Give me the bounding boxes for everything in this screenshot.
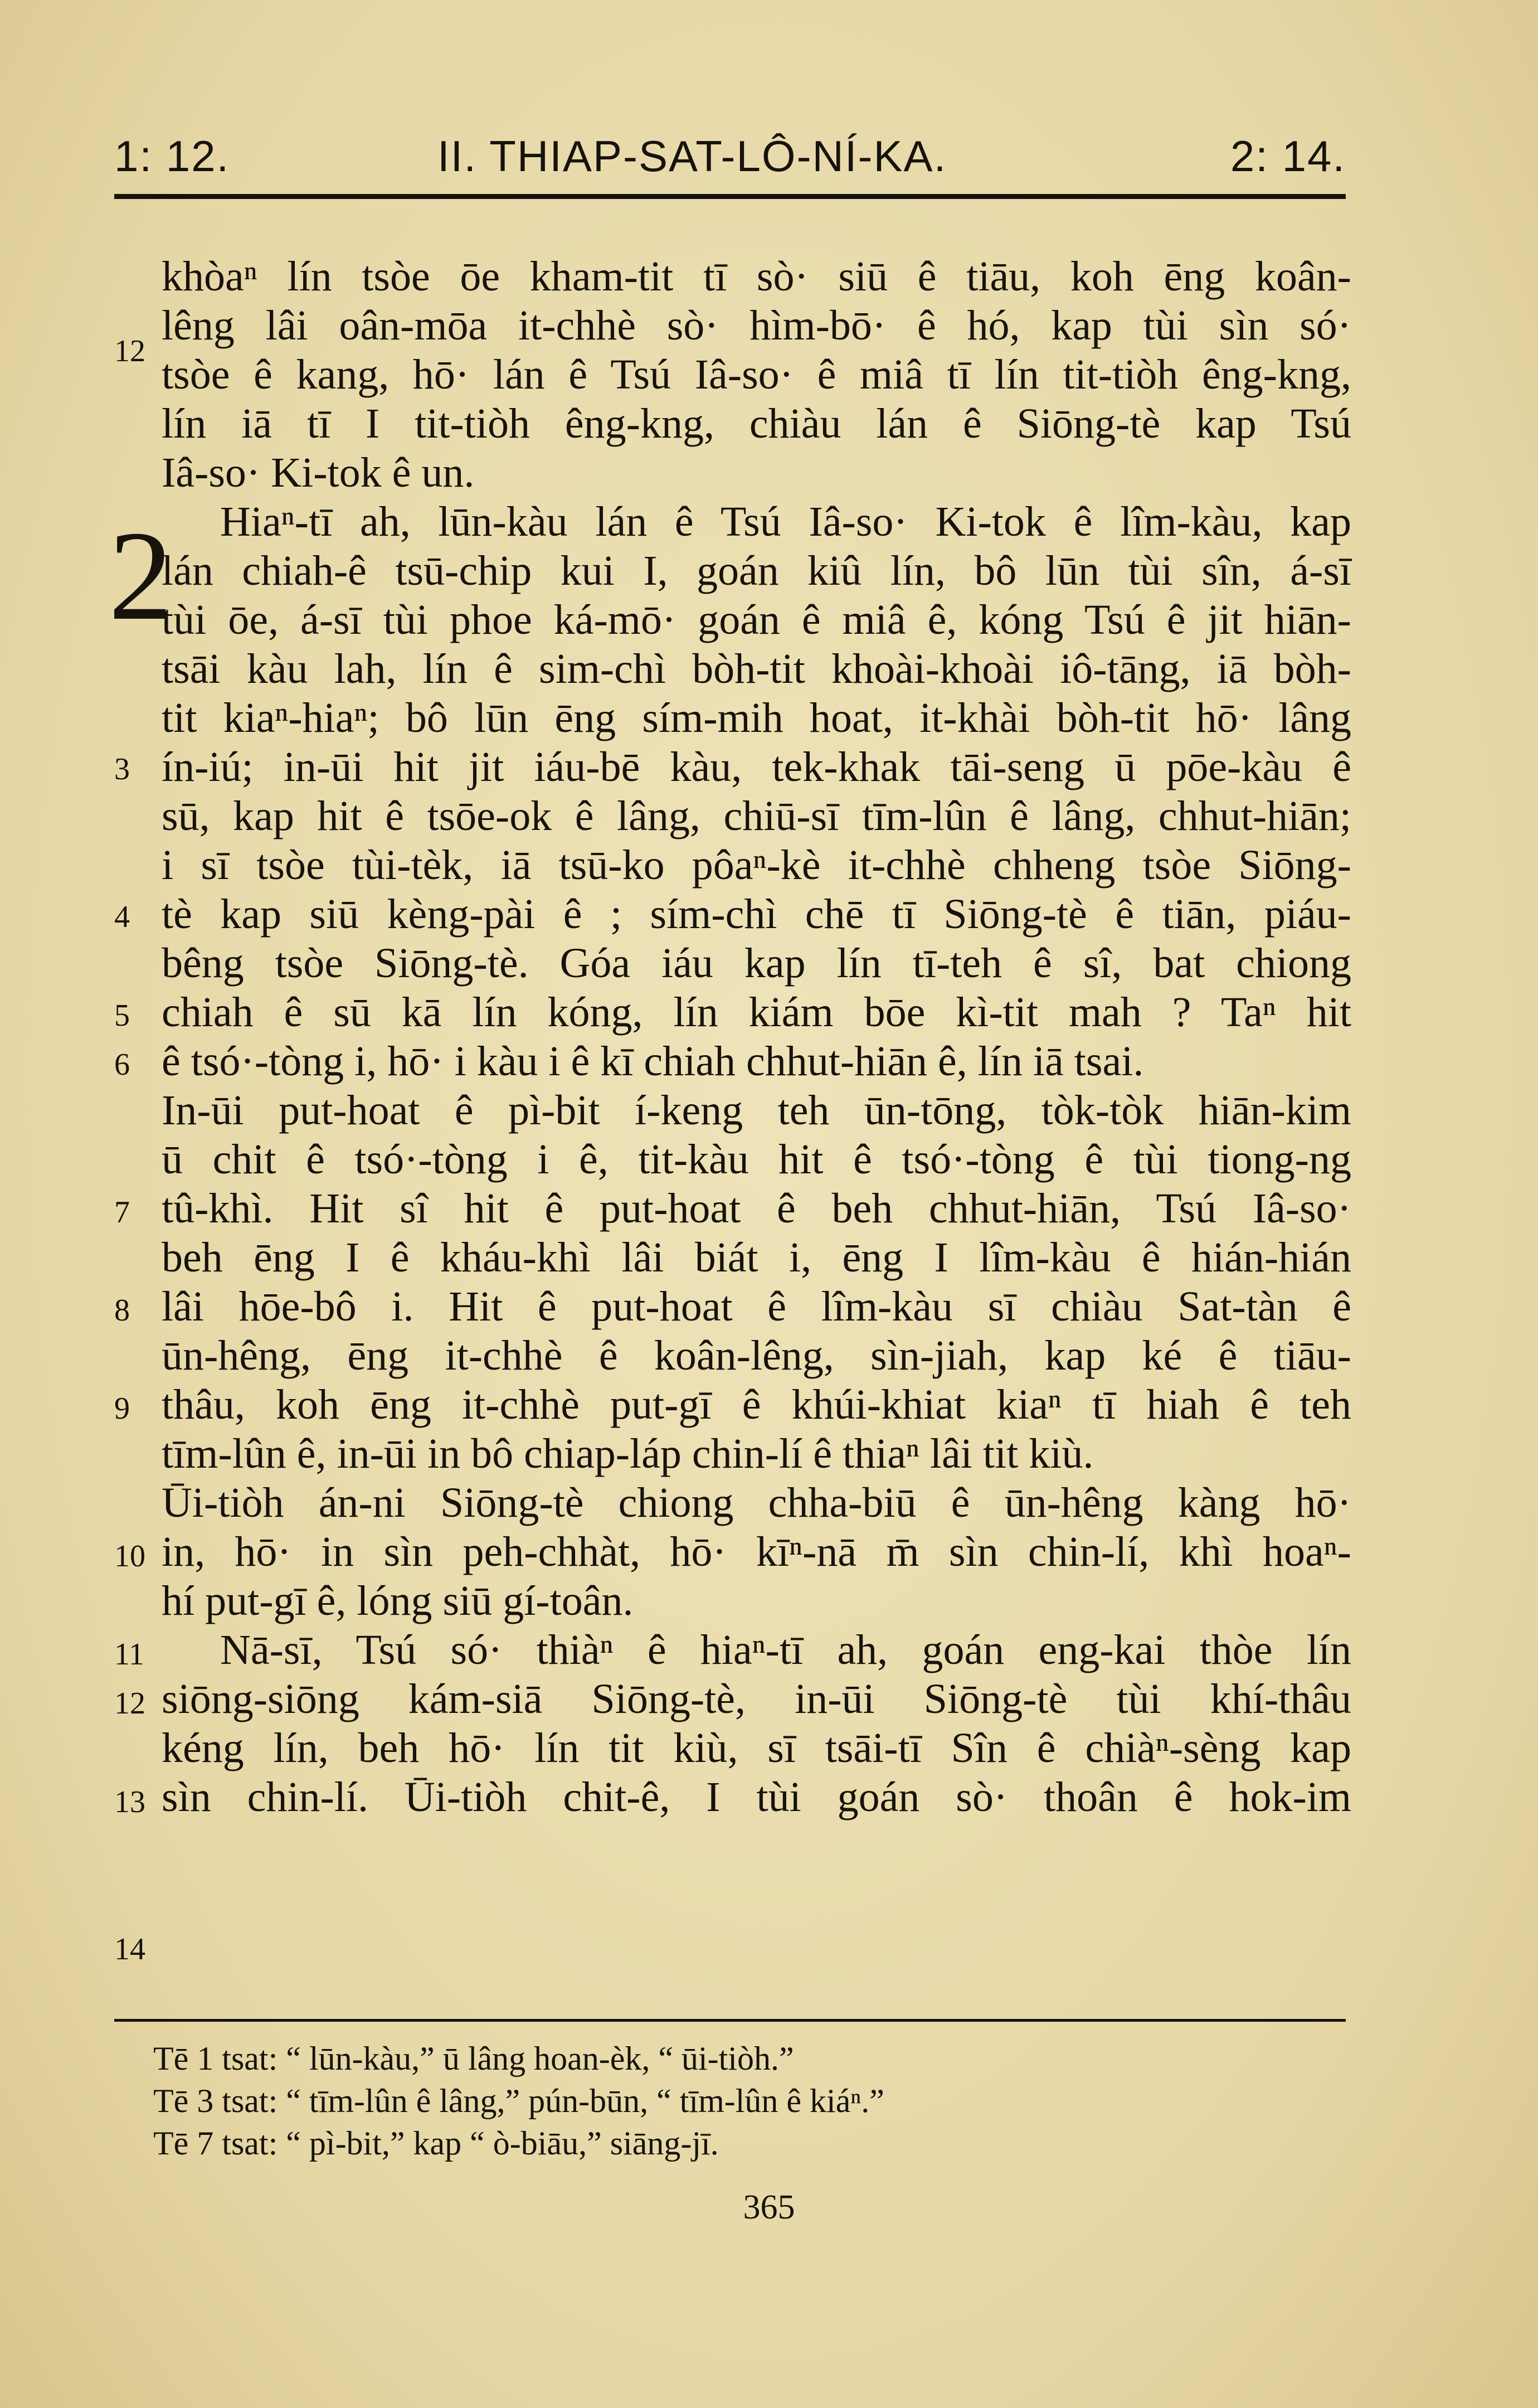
- text-line: kéng lín, beh hō· lín tit kiù, sī tsāi-tī Sîn ê chiàⁿ-sèng kap: [162, 1725, 1351, 1771]
- text-line: sìn chin-lí. Ūi-tiòh chit-ê, I tùi goán sò· thoân ê hok-im: [162, 1774, 1351, 1820]
- text-line: ūn-hêng, ēng it-chhè ê koân-lêng, sìn-jiah, kap ké ê tiāu-: [162, 1332, 1351, 1379]
- header-right-reference: 2: 14.: [1230, 132, 1346, 181]
- footnote: Tē 3 tsat: “ tīm-lûn ê lâng,” pún-būn, “ tīm-lûn ê kiáⁿ.”: [153, 2082, 884, 2119]
- text-line: Iâ-so· Ki-tok ê un.: [162, 449, 475, 496]
- text-line: sū, kap hit ê tsōe-ok ê lâng, chiū-sī tīm-lûn ê lâng, chhut-hiān;: [162, 793, 1351, 839]
- header-book-title: II. THIAP-SAT-LÔ-NÍ-KA.: [437, 132, 947, 181]
- text-line: Nā-sī, Tsú só· thiàⁿ ê hiaⁿ-tī ah, goán eng-kai thòe lín: [220, 1627, 1351, 1673]
- text-line: lêng lâi oân-mōa it-chhè sò· hìm-bō· ê hó, kap tùi sìn só·: [162, 302, 1351, 349]
- verse-number: 4: [114, 900, 130, 934]
- verse-number: 9: [114, 1391, 130, 1426]
- text-line: thâu, koh ēng it-chhè put-gī ê khúi-khiat kiaⁿ tī hiah ê teh: [162, 1381, 1351, 1428]
- text-line: tīm-lûn ê, in-ūi in bô chiap-láp chin-lí ê thiaⁿ lâi tit kiù.: [162, 1430, 1094, 1477]
- text-line: tsāi kàu lah, lín ê sim-chì bòh-tit khoài-khoài iô-tāng, iā bòh-: [162, 645, 1351, 692]
- text-line: tit kiaⁿ-hiaⁿ; bô lūn ēng sím-mih hoat, it-khài bòh-tit hō· lâng: [162, 695, 1351, 741]
- verse-number: 5: [114, 998, 130, 1033]
- footnote-rule: [114, 2019, 1346, 2022]
- text-line: in, hō· in sìn peh-chhàt, hō· kīⁿ-nā m̄ sìn chin-lí, khì hoaⁿ-: [162, 1528, 1351, 1575]
- text-line: siōng-siōng kám-siā Siōng-tè, in-ūi Siōng-tè tùi khí-thâu: [162, 1676, 1351, 1722]
- verse-number: 7: [114, 1195, 130, 1230]
- text-line: tsòe ê kang, hō· lán ê Tsú Iâ-so· ê miâ tī lín tit-tiòh êng-kng,: [162, 351, 1351, 398]
- text-line: lín iā tī I tit-tiòh êng-kng, chiàu lán ê Siōng-tè kap Tsú: [162, 400, 1351, 447]
- text-line: ín-iú; in-ūi hit jit iáu-bē kàu, tek-khak tāi-seng ū pōe-kàu ê: [162, 744, 1351, 790]
- text-line: i sī tsòe tùi-tèk, iā tsū-ko pôaⁿ-kè it-chhè chheng tsòe Siōng-: [162, 842, 1351, 889]
- verse-number: 12: [114, 334, 145, 368]
- verse-number: 6: [114, 1047, 130, 1082]
- text-line: tû-khì. Hit sî hit ê put-hoat ê beh chhut-hiān, Tsú Iâ-so·: [162, 1185, 1351, 1232]
- text-line: chiah ê sū kā lín kóng, lín kiám bōe kì-tit mah ? Taⁿ hit: [162, 989, 1351, 1036]
- footnote: Tē 1 tsat: “ lūn-kàu,” ū lâng hoan-èk, “ ūi-tiòh.”: [153, 2040, 794, 2077]
- text-line: tùi ōe, á-sī tùi phoe ká-mō· goán ê miâ ê, kóng Tsú ê jit hiān-: [162, 596, 1351, 643]
- text-line: ê tsó·-tòng i, hō· i kàu i ê kī chiah chhut-hiān ê, lín iā tsai.: [162, 1038, 1144, 1085]
- text-line: lâi hōe-bô i. Hit ê put-hoat ê lîm-kàu sī chiàu Sat-tàn ê: [162, 1283, 1351, 1330]
- verse-number: 10: [114, 1539, 145, 1574]
- page-number: 365: [743, 2188, 795, 2226]
- text-line: Ūi-tiòh án-ni Siōng-tè chiong chha-biū ê ūn-hêng kàng hō·: [162, 1479, 1351, 1526]
- verse-number: 8: [114, 1293, 130, 1328]
- footnotes: [153, 2037, 884, 2164]
- text-line: Hiaⁿ-tī ah, lūn-kàu lán ê Tsú Iâ-so· Ki-tok ê lîm-kàu, kap: [220, 498, 1351, 545]
- header-left-reference: 1: 12.: [114, 132, 230, 181]
- text-line: In-ūi put-hoat ê pì-bit í-keng teh ūn-tōng, tòk-tòk hiān-kim: [162, 1087, 1351, 1134]
- text-line: ū chit ê tsó·-tòng i ê, tit-kàu hit ê tsó·-tòng ê tùi tiong-ng: [162, 1136, 1351, 1183]
- text-line: tè kap siū kèng-pài ê ; sím-chì chē tī Siōng-tè ê tiān, piáu-: [162, 891, 1351, 938]
- verse-number: 12: [114, 1686, 145, 1721]
- text-line: khòaⁿ lín tsòe ōe kham-tit tī sò· siū ê tiāu, koh ēng koân-: [162, 253, 1351, 300]
- verse-number: 3: [114, 752, 130, 787]
- verse-number: 14: [114, 1932, 145, 1967]
- text-line: lán chiah-ê tsū-chip kui I, goán kiû lín, bô lūn tùi sîn, á-sī: [162, 547, 1351, 594]
- verse-number: 13: [114, 1785, 145, 1819]
- verse-number: 11: [114, 1637, 144, 1672]
- header-rule: [114, 194, 1346, 199]
- footnote: Tē 7 tsat: “ pì-bit,” kap “ ò-biāu,” siāng-jī.: [153, 2125, 719, 2162]
- text-line: bêng tsòe Siōng-tè. Góa iáu kap lín tī-teh ê sî, bat chiong: [162, 940, 1351, 987]
- text-line: hí put-gī ê, lóng siū gí-toân.: [162, 1577, 634, 1624]
- running-header: [114, 131, 1346, 192]
- text-line: beh ēng I ê kháu-khì lâi biát i, ēng I lîm-kàu ê hián-hián: [162, 1234, 1351, 1281]
- chapter-number: 2: [109, 504, 173, 647]
